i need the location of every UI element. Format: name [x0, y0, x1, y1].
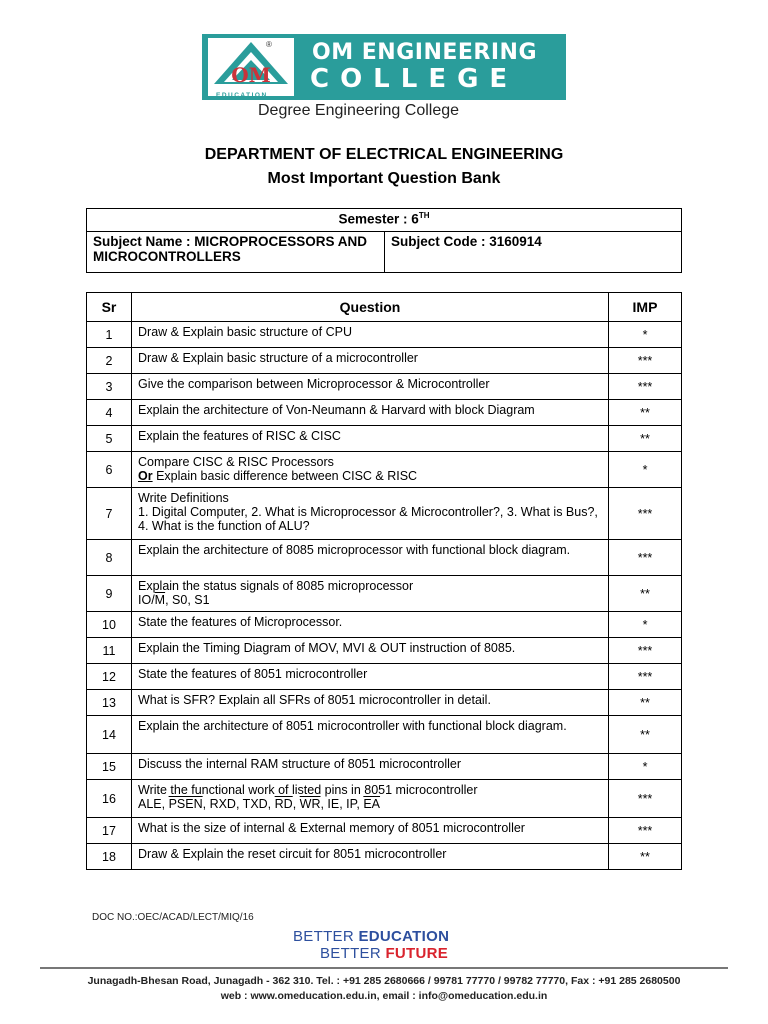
- signal-io: IO/: [138, 593, 155, 607]
- row-sr: 13: [87, 690, 132, 716]
- row-question: Explain the architecture of Von-Neumann & Harvard with block Diagram: [132, 400, 609, 426]
- row-question: Explain the features of RISC & CISC: [132, 426, 609, 452]
- table-row: [87, 348, 682, 374]
- row-sr: 3: [87, 374, 132, 400]
- header-sr: Sr: [87, 293, 132, 322]
- table-row: [87, 844, 682, 870]
- row-question: Draw & Explain basic structure of CPU: [132, 322, 609, 348]
- pin-rd: $\overline{RD}$: [274, 797, 293, 811]
- tagline-better-2: BETTER: [320, 945, 386, 962]
- row-question: Discuss the internal RAM structure of 8051 microcontroller: [132, 754, 609, 780]
- semester-label: Semester : 6: [338, 211, 419, 227]
- logo-title-line2: COLLEGE: [310, 64, 519, 94]
- row-question: What is SFR? Explain all SFRs of 8051 microcontroller in detail.: [132, 690, 609, 716]
- table-row: [87, 540, 682, 576]
- row-question: [132, 576, 609, 612]
- row-imp: ***: [609, 488, 682, 540]
- table-header-row: [87, 293, 682, 322]
- row-imp: *: [609, 322, 682, 348]
- document-number: DOC NO.:OEC/ACAD/LECT/MIQ/16: [92, 912, 254, 923]
- college-subtitle: Degree Engineering College: [258, 102, 460, 119]
- table-row: [87, 488, 682, 540]
- table-row: [87, 426, 682, 452]
- footer-address: Junagadh-Bhesan Road, Junagadh - 362 310. Tel. : +91 285 2680666 / 99781 77770 / 99782 77770, Fax : +91 285 2680500: [87, 975, 681, 987]
- table-row: [87, 638, 682, 664]
- tagline-education: EDUCATION: [358, 928, 450, 945]
- pin-rxd-txd: , RXD, TXD,: [202, 797, 275, 811]
- row-imp: *: [609, 754, 682, 780]
- row-imp: **: [609, 690, 682, 716]
- row-sr: 4: [87, 400, 132, 426]
- department-title: DEPARTMENT OF ELECTRICAL ENGINEERING: [204, 146, 564, 163]
- row-imp: **: [609, 844, 682, 870]
- header-imp: IMP: [609, 293, 682, 322]
- table-row: [87, 612, 682, 638]
- tagline-line1: [293, 928, 449, 945]
- row-imp: ***: [609, 638, 682, 664]
- table-row: [87, 690, 682, 716]
- row-imp: *: [609, 612, 682, 638]
- question-table: [86, 292, 682, 870]
- row-question: [132, 488, 609, 540]
- row-imp: **: [609, 576, 682, 612]
- table-row: [87, 780, 682, 818]
- row-imp: **: [609, 400, 682, 426]
- row-imp: ***: [609, 664, 682, 690]
- svg-text:OM: OM: [231, 63, 271, 87]
- row-sr: 18: [87, 844, 132, 870]
- pin-psen: PSEN: [168, 797, 203, 811]
- or-keyword: Or: [138, 469, 153, 483]
- row-imp: ***: [609, 540, 682, 576]
- row-sr: 2: [87, 348, 132, 374]
- logo-education-text: EDUCATION: [216, 92, 268, 99]
- row-question: Draw & Explain basic structure of a microcontroller: [132, 348, 609, 374]
- semester-cell: [87, 209, 682, 232]
- row-sr: 17: [87, 818, 132, 844]
- table-row: [87, 716, 682, 754]
- row-imp: ***: [609, 818, 682, 844]
- signal-s0-s1: , S0, S1: [165, 593, 210, 607]
- row-question: Give the comparison between Microprocessor & Microcontroller: [132, 374, 609, 400]
- row-imp: **: [609, 426, 682, 452]
- row-question-line2: [138, 469, 602, 483]
- row-question-line1: Write Definitions: [138, 491, 229, 505]
- pin-ea: $\overline{EA}$: [363, 797, 381, 811]
- subject-info-table: [86, 208, 682, 273]
- pin-wr: $\overline{WR}$: [299, 797, 321, 811]
- row-sr: 8: [87, 540, 132, 576]
- table-row: [87, 400, 682, 426]
- row-sr: 16: [87, 780, 132, 818]
- question-bank-title: Most Important Question Bank: [267, 170, 501, 187]
- table-row: [87, 818, 682, 844]
- row-sr: 7: [87, 488, 132, 540]
- pin-ale: ALE,: [138, 797, 169, 811]
- registered-mark: ®: [266, 40, 272, 49]
- row-imp: ***: [609, 348, 682, 374]
- row-sr: 14: [87, 716, 132, 754]
- footer-web-email: web : www.omeducation.edu.in, email : info@omeducation.edu.in: [220, 990, 548, 1002]
- tagline-better-1: BETTER: [293, 928, 359, 945]
- row-question-line1: Write the functional work of listed pins in 8051 microcontroller: [138, 783, 478, 797]
- pin-list: [138, 797, 602, 811]
- row-imp: **: [609, 716, 682, 754]
- row-imp: ***: [609, 374, 682, 400]
- row-question-line1: Explain the status signals of 8085 microprocessor: [138, 579, 414, 593]
- row-imp: ***: [609, 780, 682, 818]
- row-question: [132, 452, 609, 488]
- row-question: What is the size of internal & External memory of 8051 microcontroller: [132, 818, 609, 844]
- row-question: Explain the architecture of 8051 microcontroller with functional block diagram.: [132, 716, 609, 754]
- row-sr: 6: [87, 452, 132, 488]
- subject-code: Subject Code : 3160914: [385, 232, 682, 273]
- table-row: [87, 322, 682, 348]
- table-row: [87, 452, 682, 488]
- row-question: State the features of 8051 microcontroller: [132, 664, 609, 690]
- signal-m-bar: $\overline{M}$: [154, 593, 166, 607]
- row-sr: 1: [87, 322, 132, 348]
- row-question: Explain the Timing Diagram of MOV, MVI & OUT instruction of 8085.: [132, 638, 609, 664]
- pin-ie-ip: , IE, IP,: [320, 797, 364, 811]
- subject-name: Subject Name : MICROPROCESSORS AND MICROCONTROLLERS: [87, 232, 385, 273]
- tagline-line2: [320, 945, 448, 962]
- pin-sep: ,: [292, 797, 300, 811]
- footer-divider: [40, 967, 728, 969]
- row-sr: 10: [87, 612, 132, 638]
- row-sr: 12: [87, 664, 132, 690]
- college-logo: [202, 34, 566, 100]
- row-question: [132, 780, 609, 818]
- header-question: Question: [132, 293, 609, 322]
- row-sr: 15: [87, 754, 132, 780]
- row-sr: 9: [87, 576, 132, 612]
- row-imp: *: [609, 452, 682, 488]
- row-question-line1: Compare CISC & RISC Processors: [138, 455, 334, 469]
- tagline-future: FUTURE: [385, 945, 449, 962]
- table-row: [87, 374, 682, 400]
- om-emblem-icon: [208, 38, 294, 99]
- row-question: Draw & Explain the reset circuit for 8051 microcontroller: [132, 844, 609, 870]
- table-row: [87, 576, 682, 612]
- semester-sup: TH: [418, 211, 430, 220]
- table-row: [87, 664, 682, 690]
- logo-title-line1: OM ENGINEERING: [312, 40, 538, 65]
- row-question: Explain the architecture of 8085 microprocessor with functional block diagram.: [132, 540, 609, 576]
- row-sr: 5: [87, 426, 132, 452]
- row-question-line2: [138, 593, 602, 607]
- table-row: [87, 754, 682, 780]
- row-question-rest: Explain basic difference between CISC & RISC: [152, 469, 418, 483]
- row-question-line2: 1. Digital Computer, 2. What is Microprocessor & Microcontroller?, 3. What is Bus?, 4. What is the function of ALU?: [138, 505, 598, 533]
- row-sr: 11: [87, 638, 132, 664]
- row-question: State the features of Microprocessor.: [132, 612, 609, 638]
